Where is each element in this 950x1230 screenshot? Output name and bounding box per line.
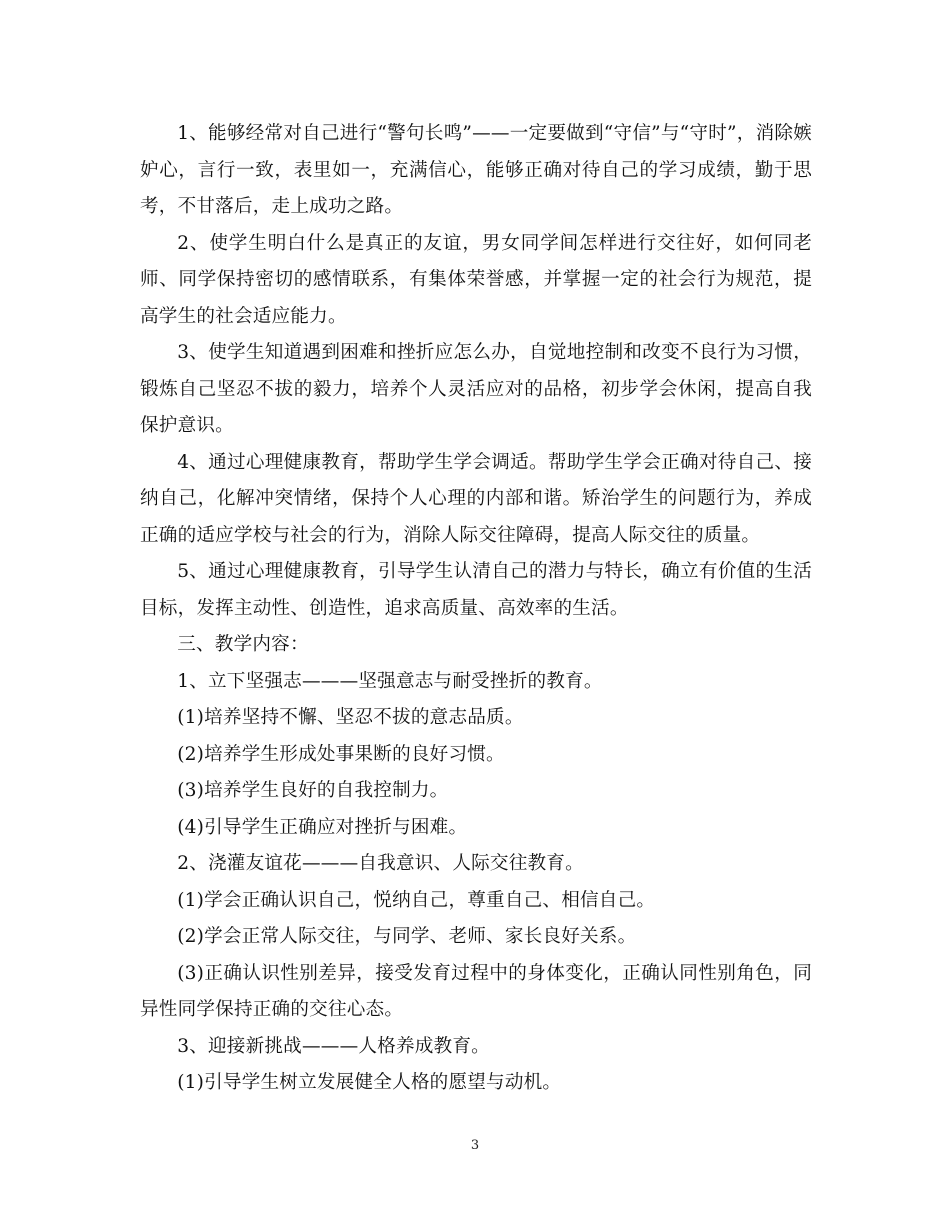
topic-3-title: 3、迎接新挑战———人格养成教育。 — [177, 1035, 490, 1057]
document-body — [140, 116, 812, 1102]
paragraph-goal-5: 5、通过心理健康教育，引导学生认清自己的潜力与特长，确立有价值的生活目标，发挥主动性、创造性，追求高质量、高效率的生活。 — [140, 561, 812, 619]
paragraph-goal-3: 3、使学生知道遇到困难和挫折应怎么办，自觉地控制和改变不良行为习惯，锻炼自己坚忍不拔的毅力，培养个人灵活应对的品格，初步学会休闲，提高自我保护意识。 — [140, 342, 812, 436]
paragraph-goal-2: 2、使学生明白什么是真正的友谊，男女同学间怎样进行交往好，如何同老师、同学保持密切的感情联系，有集体荣誉感，并掌握一定的社会行为规范，提高学生的社会适应能力。 — [140, 232, 812, 327]
section-heading: 三、教学内容： — [177, 634, 309, 655]
paragraph-goal-4: 4、通过心理健康教育，帮助学生学会调适。帮助学生学会正确对待自己、接纳自己，化解冲突情绪，保持个人心理的内部和谐。矫治学生的问题行为，养成正确的适应学校与社会的行为，消除人际交往障碍，提高人际交往的质量。 — [140, 451, 812, 546]
topic-2-item: (3)正确认识性别差异，接受发育过程中的身体变化，正确认同性别角色，同异性同学保持正确的交往心态。 — [140, 962, 812, 1020]
topic-2-item: (1)学会正确认识自己，悦纳自己，尊重自己、相信自己。 — [177, 889, 656, 911]
topic-1-item: (3)培养学生良好的自我控制力。 — [177, 780, 449, 801]
topic-3-item: (1)引导学生树立发展健全人格的愿望与动机。 — [177, 1072, 562, 1093]
page-number: 3 — [470, 1138, 480, 1153]
paragraph-goal-1: 1、能够经常对自己进行“警句长鸣”——一定要做到“守信”与“守时”，消除嫉妒心，言行一致，表里如一，充满信心，能够正确对待自己的学习成绩，勤于思考，不甘落后，走上成功之路。 — [140, 123, 812, 217]
topic-1-item: (1)培养坚持不懈、坚忍不拔的意志品质。 — [177, 707, 524, 728]
topic-1-item: (2)培养学生形成处事果断的良好习惯。 — [177, 743, 505, 765]
topic-2-title: 2、浇灌友谊花———自我意识、人际交往教育。 — [177, 853, 584, 874]
topic-2-item: (2)学会正常人际交往，与同学、老师、家长良好关系。 — [177, 926, 637, 947]
topic-1-title: 1、立下坚强志———坚强意志与耐受挫折的教育。 — [177, 670, 603, 692]
topic-1-item: (4)引导学生正确应对挫折与困难。 — [177, 816, 468, 838]
